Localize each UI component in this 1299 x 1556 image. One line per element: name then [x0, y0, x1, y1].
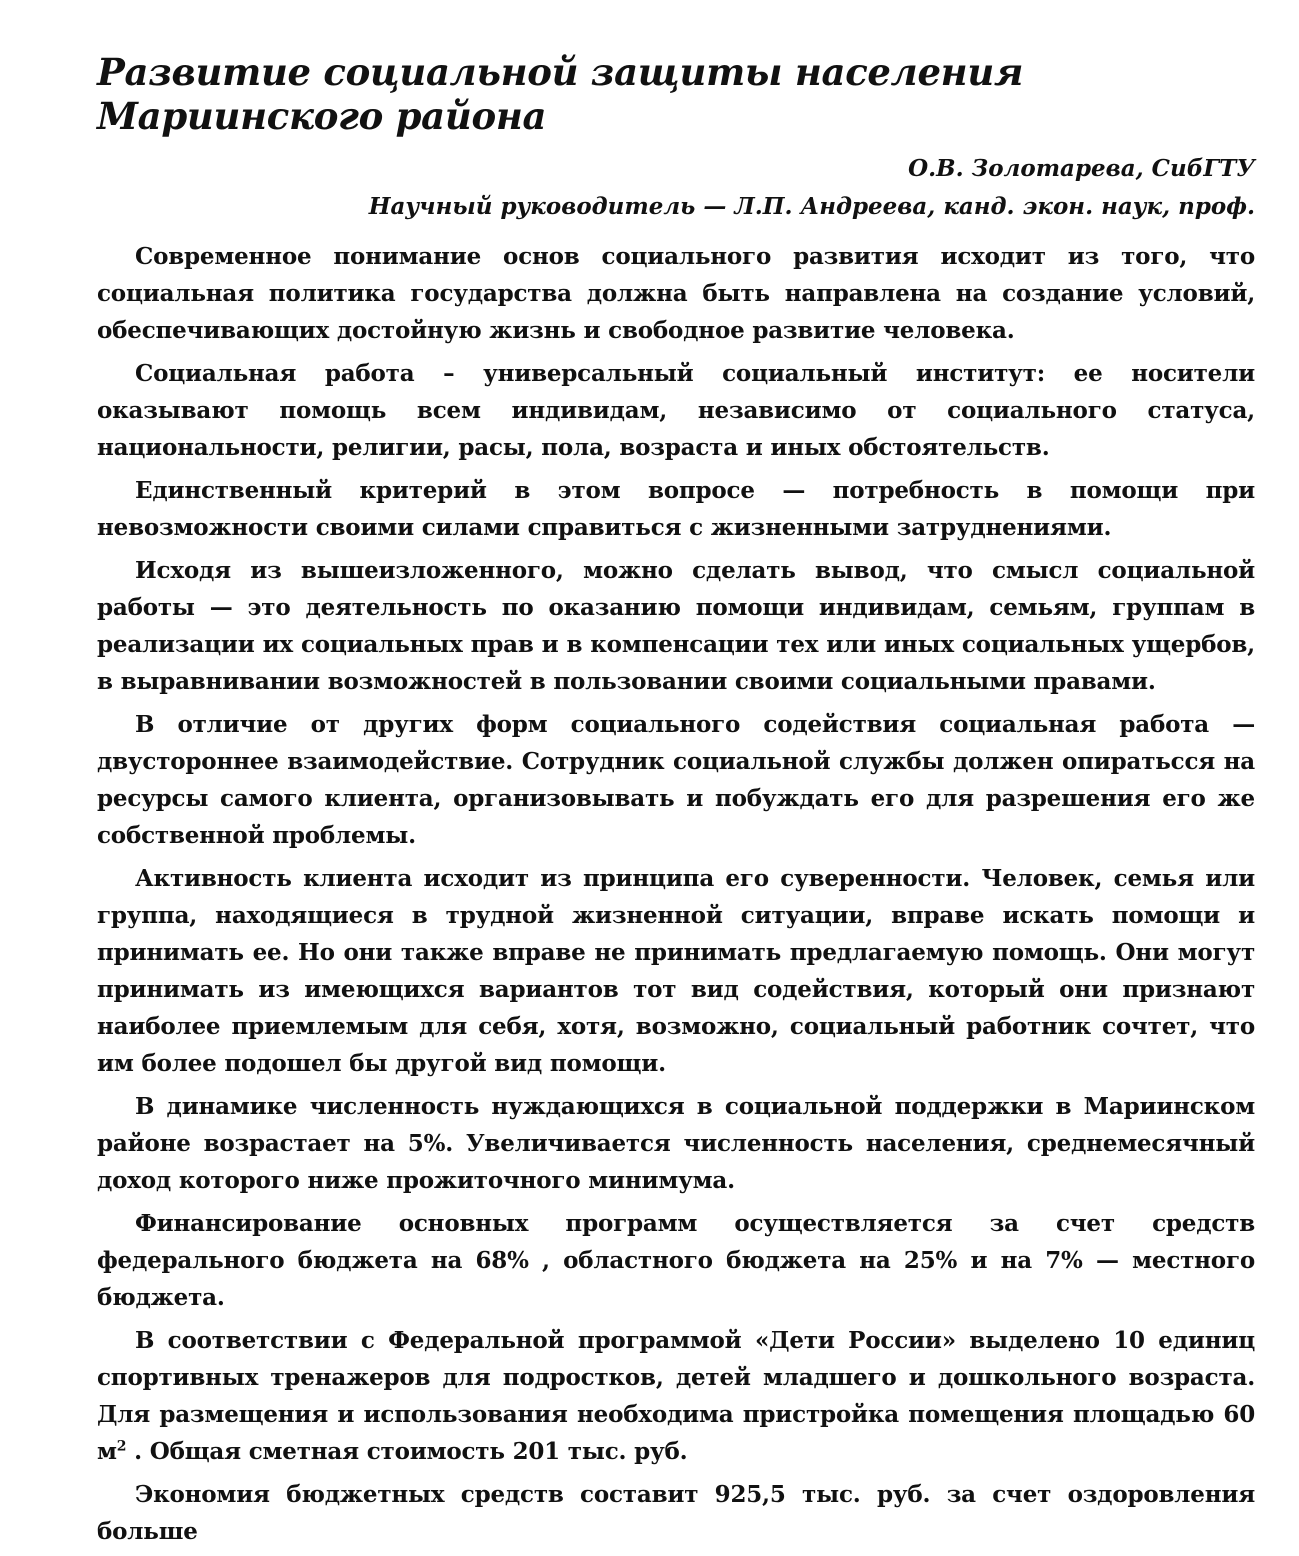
- paragraph: Современное понимание основ социального развития исходит из того, что социальная политика государства должна быть направлена на создание условий, обеспечивающих достойную жизнь и свободное развитие человека.: [97, 243, 1255, 344]
- paragraph-last: Экономия бюджетных средств составит 925,5 тыс. руб. за счет оздоровления больше: [97, 1481, 1255, 1545]
- author: О.В. Золотарева, СибГТУ: [908, 155, 1255, 182]
- article-title-line-1: Развитие социальной защиты населения: [97, 50, 1024, 94]
- article-title-line-2: Мариинского района: [97, 94, 547, 138]
- unit-exponent: 2: [116, 1438, 127, 1455]
- paragraph: В динамике численность нуждающихся в социальной поддержки в Мариинском районе возрастает на 5%. Увеличивается численность населения, среднемесячный доход которого ниже прожиточного минимума.: [97, 1093, 1255, 1194]
- paragraph-area-tail: . Общая сметная стоимость 201 тыс. руб.: [126, 1438, 688, 1465]
- document-page: [97, 40, 1255, 1556]
- supervisor: Научный руководитель — Л.П. Андреева, канд. экон. наук, проф.: [368, 193, 1255, 220]
- paragraph: Исходя из вышеизложенного, можно сделать вывод, что смысл социальной работы — это деятельность по оказанию помощи индивидам, семьям, группам в реализации их социальных прав и в компенсации тех или иных социальных ущербов, в выравнивании возможностей в пользовании своими социальными правами.: [97, 557, 1255, 695]
- paragraph: Активность клиента исходит из принципа его суверенности. Человек, семья или группа, находящиеся в трудной жизненной ситуации, вправе искать помощи и принимать ее. Но они также вправе не принимать предлагаемую помощь. Они могут принимать из имеющихся вариантов тот вид содействия, который они признают наиболее приемлемым для себя, хотя, возможно, социальный работник сочтет, что им более подошел бы другой вид помощи.: [97, 865, 1255, 1077]
- paragraph-area-text: В соответствии с Федеральной программой «Дети России» выделено 10 единиц спортивных тренажеров для подростков, детей младшего и дошкольного возраста. Для размещения и использования необходима пристройка помещения площадью 60 м: [97, 1327, 1255, 1465]
- paragraph: Социальная работа – универсальный социальный институт: ее носители оказывают помощь всем индивидам, независимо от социального статуса, национальности, религии, расы, пола, возраста и иных обстоятельств.: [97, 360, 1255, 461]
- paragraph-area: [97, 1322, 1255, 1470]
- paragraph: В отличие от других форм социального содействия социальная работа — двустороннее взаимодействие. Сотрудник социальной службы должен опиратьсся на ресурсы самого клиента, организовывать и побуждать его для разрешения его же собственной проблемы.: [97, 711, 1255, 849]
- article-title: [97, 50, 1255, 138]
- article-body: [97, 238, 1255, 1550]
- paragraph: Единственный критерий в этом вопросе — потребность в помощи при невозможности своими силами справиться с жизненными затруднениями.: [97, 477, 1255, 541]
- byline: [97, 150, 1255, 226]
- paragraph: Финансирование основных программ осуществляется за счет средств федерального бюджета на 68% , областного бюджета на 25% и на 7% — местного бюджета.: [97, 1210, 1255, 1311]
